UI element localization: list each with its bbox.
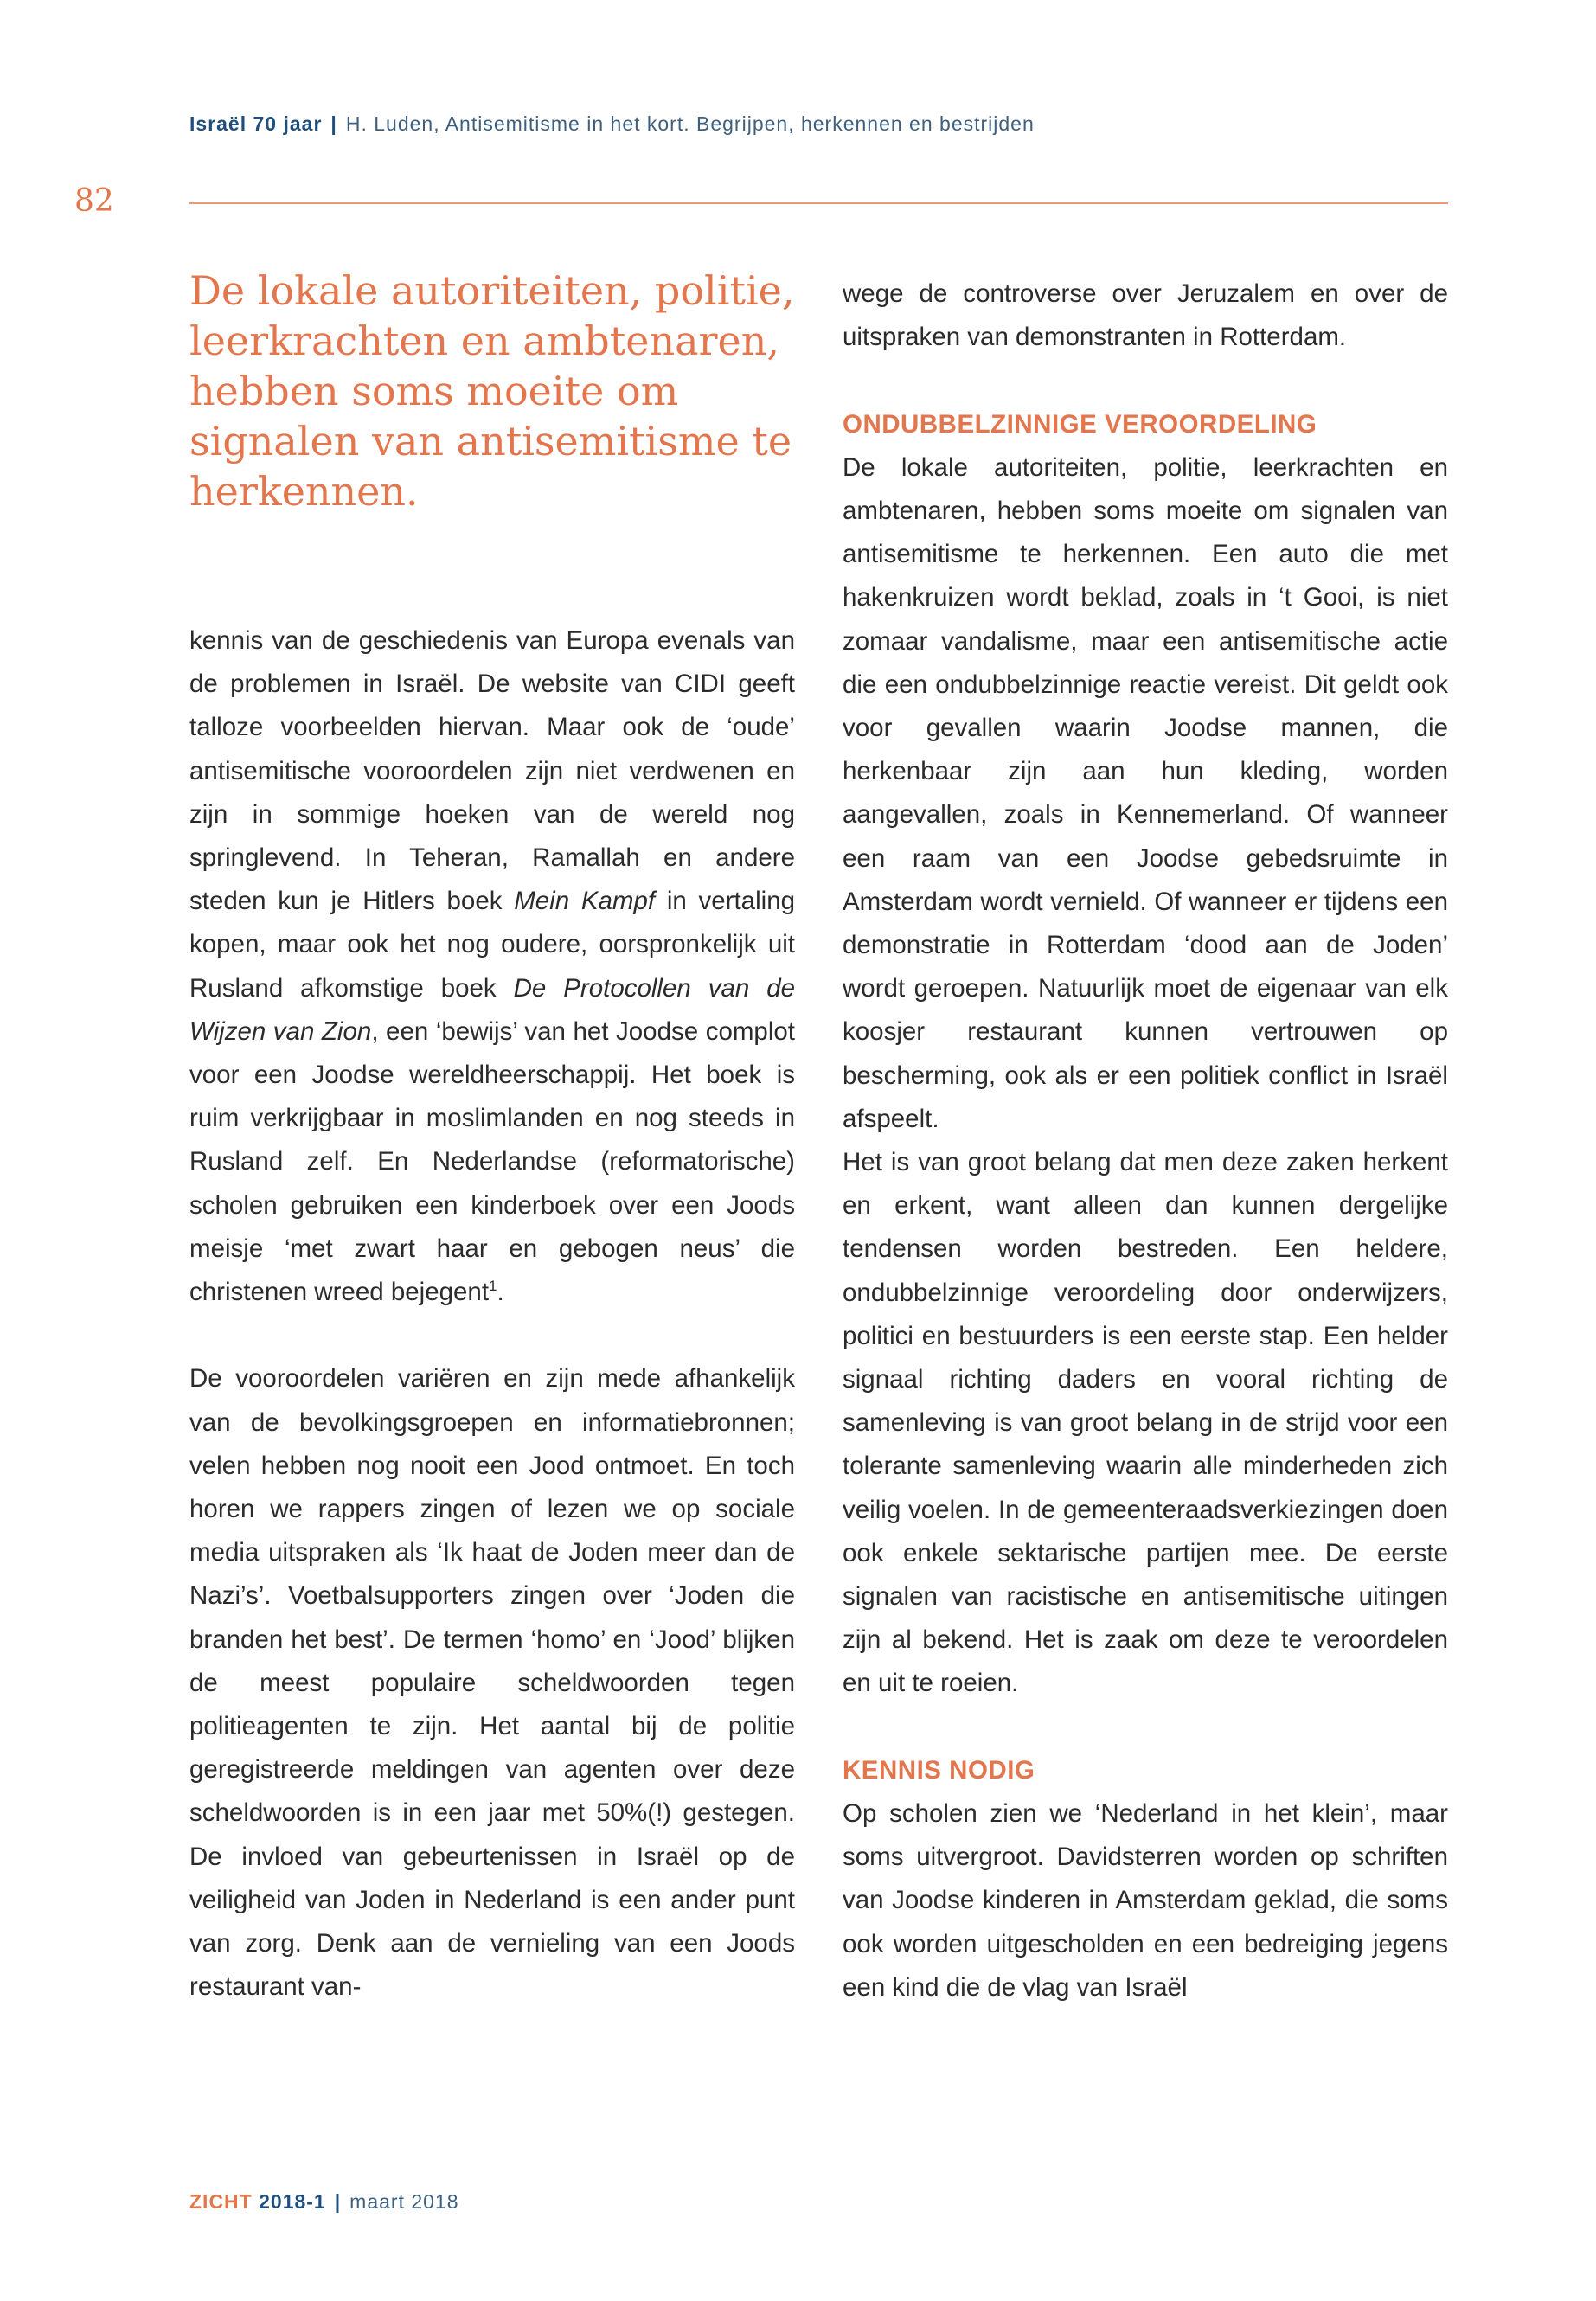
header-divider xyxy=(189,202,1448,204)
book-title-protocollen: De Protocollen van de Wijzen van Zion xyxy=(189,973,796,1046)
text-run: in vertaling kopen, maar ook het nog oudere, oorspronkelijk uit Rusland afkomstige boek xyxy=(189,887,796,1003)
footnote-marker[interactable]: 1 xyxy=(489,1278,497,1295)
article-column-right xyxy=(843,272,1448,2009)
text-run: kennis van de geschiedenis van Europa evenals van de problemen in Israël. De website van CIDI geeft talloze voorbeelden hiervan. Maar ook de ‘oude’ antisemitische vooroordelen zijn niet verdwenen en zijn in sommige hoeken van de wereld nog springlevend. In Teheran, Ramallah en andere steden kun je Hitlers boek xyxy=(189,626,795,916)
running-header xyxy=(189,112,1035,136)
section-heading-ondubbelzinnige-veroordeling: ONDUBBELZINNIGE VEROORDELING xyxy=(843,409,1317,439)
header-separator: | xyxy=(330,112,337,135)
paragraph xyxy=(189,619,795,1314)
article-column-left xyxy=(189,619,795,2009)
section-heading-kennis-nodig: KENNIS NODIG xyxy=(843,1755,1035,1785)
paragraph: Het is van groot belang dat men deze zaken herkent en erkent, want alleen dan kunnen dergelijke tendensen worden bestreden. Een heldere, ondubbelzinnige veroordeling door onderwijzers, politici en bestuurders is een eerste stap. Een helder signaal richting daders en vooral richting de samenleving is van groot belang in de strijd voor een tolerante samenleving waarin alle minderheden zich veilig voelen. In de gemeenteraadsverkiezingen doen ook enkele sektarische partijen mee. De eerste signalen van racistische en antisemitische uitingen zijn al bekend. Het is zaak om deze te veroordelen en uit te roeien. xyxy=(843,1148,1448,1698)
paragraph: Op scholen zien we ‘Nederland in het klein’, maar soms uitvergroot. Davidsterren worden op schriften van Joodse kinderen in Amsterdam geklad, die soms ook worden uitgescholden en een bedreiging jegens een kind die de vlag van Israël xyxy=(843,1799,1448,2002)
book-title-mein-kampf: Mein Kampf xyxy=(514,887,656,916)
footer-separator: | xyxy=(334,2190,342,2213)
footer-issue: 2018-1 xyxy=(259,2190,326,2213)
footer-brand: ZICHT xyxy=(189,2190,253,2213)
header-magazine-title: Israël 70 jaar xyxy=(189,112,323,135)
page-number: 82 xyxy=(74,183,114,219)
paragraph: De lokale autoriteiten, politie, leerkrachten en ambtenaren, hebben soms moeite om signalen van antisemitisme te herkennen. Een auto die met hakenkruizen wordt beklad, zoals in ‘t Gooi, is niet zomaar vandalisme, maar een antisemitische actie die een ondubbelzinnige reactie vereist. Dit geldt ook voor gevallen waarin Joodse mannen, die herkenbaar zijn aan hun kleding, worden aangevallen, zoals in Kennemerland. Of wanneer een raam van een Joodse gebedsruimte in Amsterdam wordt vernield. Of wanneer er tijdens een demonstratie in Rotterdam ‘dood aan de Joden’ wordt geroepen. Natuurlijk moet de eigenaar van elk koosjer restaurant kunnen vertrouwen op bescherming, ook als er een politiek conflict in Israël afspeelt. xyxy=(843,452,1448,1133)
running-footer xyxy=(189,2190,459,2214)
text-run: . xyxy=(497,1278,504,1307)
paragraph: De vooroordelen variëren en zijn mede afhankelijk van de bevolkingsgroepen en informatiebronnen; velen hebben nog nooit een Jood ontmoet. En toch horen we rappers zingen of lezen we op sociale media uitspraken als ‘Ik haat de Joden meer dan de Nazi’s’. Voetbalsupporters zingen over ‘Joden die branden het best’. De termen ‘homo’ en ‘Jood’ blijken de meest populaire scheldwoorden tegen politieagenten te zijn. Het aantal bij de politie geregistreerde meldingen van agenten over deze scheldwoorden is in een jaar met 50%(!) gestegen. De invloed van gebeurtenissen in Israël op de veiligheid van Joden in Nederland is een ander punt van zorg. Denk aan de vernieling van een Joods restaurant van- xyxy=(189,1364,795,2002)
header-article-subtitle: H. Luden, Antisemitisme in het kort. Begrijpen, herkennen en bestrijden xyxy=(345,112,1035,135)
pull-quote: De lokale autoriteiten, politie, leerkrachten en ambtenaren, hebben soms moeite om signalen van antisemitisme te herkennen. xyxy=(189,267,795,515)
paragraph: wege de controverse over Jeruzalem en over de uitspraken van demonstranten in Rotterdam. xyxy=(843,279,1448,352)
footer-date: maart 2018 xyxy=(349,2190,459,2213)
text-run: , een ‘bewijs’ van het Joodse complot voor een Joodse wereldheerschappij. Het boek is ruim verkrijgbaar in moslimlanden en nog steeds in Rusland zelf. En Nederlandse (reformatorische) scholen gebruiken een kinderboek over een Joods meisje ‘met zwart haar en gebogen neus’ die christenen wreed bejegent xyxy=(189,1016,795,1307)
